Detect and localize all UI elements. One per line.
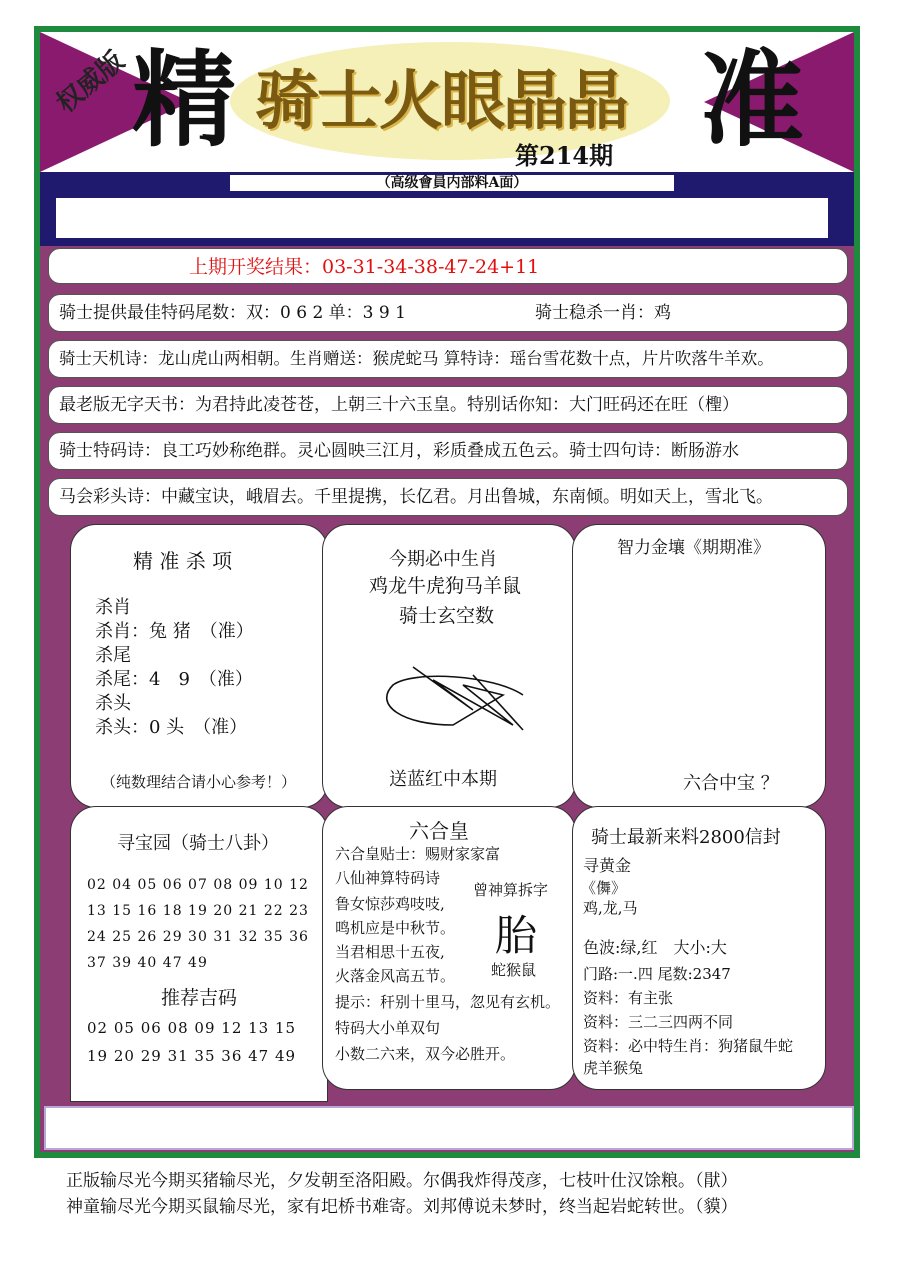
lhh-side-2: 蛇猴鼠: [491, 961, 537, 979]
wisdom-box: [572, 524, 826, 808]
recommend-numbers-2: 19 20 29 31 35 36 47 49: [87, 1047, 297, 1065]
latest-line-7: 资料：三二三四两不同: [583, 1013, 734, 1031]
last-result: 上期开奖结果：03-31-34-38-47-24+11: [48, 248, 848, 284]
latest-line-1: 寻黄金: [583, 856, 632, 875]
header: [40, 32, 854, 172]
must-line-4: 送蓝红中本期: [389, 769, 497, 790]
lhh-line-2: 八仙神算特码诗: [335, 869, 441, 887]
kill-items-box: [70, 524, 328, 808]
kill-line-4: 杀尾：4 9 （准）: [95, 669, 253, 690]
tail-numbers: 骑士提供最佳特码尾数：双：0 6 2 单：3 9 1: [59, 303, 406, 323]
treasure-title: 寻宝园（骑士八卦）: [117, 833, 279, 854]
blank-box: [56, 198, 828, 238]
kill-line-2: 杀肖：兔 猪 （准）: [95, 621, 254, 642]
wisdom-bottom: 六合中宝 ？: [683, 773, 779, 794]
latest-line-9: 虎羊猴兔: [583, 1059, 644, 1077]
bottom-verse-1: 正版输尽光今期买猪输尽光，夕发朝至洛阳殿。尔偶我炸得茂彦，七枝叶仕汉馀粮。（猒）: [66, 1171, 738, 1191]
subtitle: （高级會員内部料A面）: [230, 175, 674, 191]
lhh-line-1: 六合皇贴士：赐财家家富: [335, 845, 501, 863]
mahui-row: 马会彩头诗：中藏宝诀，峨眉去。千里提携，长亿君。月出鲁城，东南倾。明如天上，雪北飞。: [48, 478, 848, 516]
kill-line-3: 杀尾: [95, 645, 131, 666]
kill-one-zodiac: 骑士稳杀一肖：鸡: [535, 303, 671, 323]
scribble-signature: [373, 655, 533, 735]
lhh-line-6: 火落金风高五节。: [335, 967, 456, 985]
must-line-1: 今期必中生肖: [389, 549, 497, 570]
big-char-right: 准: [700, 38, 805, 161]
subtitle-band: [40, 172, 854, 246]
lhh-line-5: 当君相思十五夜,: [335, 943, 445, 961]
lhh-line-8: 特码大小单双句: [335, 1019, 441, 1037]
kill-title: 精 准 杀 项: [133, 549, 233, 573]
recommend-numbers-1: 02 05 06 08 09 12 13 15: [87, 1019, 297, 1037]
kill-line-1: 杀肖: [95, 597, 131, 618]
lhh-side-char: 胎: [495, 911, 538, 960]
lhh-title: 六合皇: [409, 819, 469, 843]
page-title: 骑士火眼晶晶: [255, 64, 627, 139]
lhh-line-9: 小数二六来，双今必胜开。: [335, 1045, 516, 1063]
lhh-line-7: 提示：秆别十里马，忽见有玄机。: [335, 993, 561, 1011]
latest-line-8: 资料：必中特生肖：狗猪鼠牛蛇: [583, 1037, 794, 1055]
liuhe-huang-box: [322, 806, 576, 1090]
treasure-box: [70, 806, 328, 1102]
must-line-3: 骑士玄空数: [399, 605, 495, 627]
kill-line-6: 杀头：0 头 （准）: [95, 717, 248, 738]
tianji-row: 骑士天机诗：龙山虎山两相朝。生肖赠送：猴虎蛇马 算特诗：瑶台雪花数十点，片片吹落牛羊欢。: [48, 340, 848, 378]
big-char-left: 精: [132, 38, 237, 161]
treasure-numbers-4: 37 39 40 47 49: [87, 955, 208, 971]
tema-row: 骑士特码诗：良工巧妙称绝群。灵心圆映三江月，彩质叠成五色云。骑士四句诗：断肠游水: [48, 432, 848, 470]
authority-label: 权威版: [51, 45, 131, 119]
lhh-side-1: 曾神算拆字: [473, 881, 549, 899]
lhh-line-4: 鸣机应是中秋节。: [335, 919, 456, 937]
latest-line-4: 色波:绿,红 大小:大: [583, 938, 727, 957]
footer-blank-box: [44, 1106, 854, 1150]
treasure-numbers-2: 13 15 16 18 19 20 21 22 23: [87, 903, 309, 919]
latest-line-6: 资料：有主张: [583, 989, 674, 1007]
tail-row: [48, 294, 848, 332]
treasure-numbers-1: 02 04 05 06 07 08 09 10 12: [87, 877, 309, 893]
lhh-line-3: 鲁女惊莎鸡吱吱,: [335, 895, 445, 913]
wisdom-title: 智力金壤《期期准》: [617, 538, 770, 558]
kill-line-5: 杀头: [95, 693, 131, 714]
kill-note: （纯数理结合请小心参考！）: [101, 773, 297, 791]
latest-line-3: 鸡,龙,马: [583, 899, 638, 917]
wuzi-row: 最老版无字天书：为君持此凌苍苍，上朝三十六玉皇。特别话你知：大门旺码还在旺（檉）: [48, 386, 848, 424]
latest-line-5: 门路:一.四 尾数:2347: [583, 965, 731, 983]
must-hit-box: [322, 524, 576, 808]
treasure-numbers-3: 24 25 26 29 30 31 32 35 36: [87, 929, 309, 945]
bottom-verse-2: 神童输尽光今期买鼠输尽光，家有圯桥书难寄。刘邦傅说未梦时，终当起岩蛇转世。（貘）: [66, 1197, 738, 1217]
latest-box: [572, 806, 826, 1090]
recommend-title: 推荐吉码: [161, 987, 238, 1009]
must-line-2: 鸡龙牛虎狗马羊鼠: [369, 575, 522, 597]
latest-line-2: 《儛》: [581, 879, 627, 897]
latest-title: 骑士最新来料2800信封: [591, 827, 781, 848]
issue-number: 第214期: [515, 141, 614, 170]
